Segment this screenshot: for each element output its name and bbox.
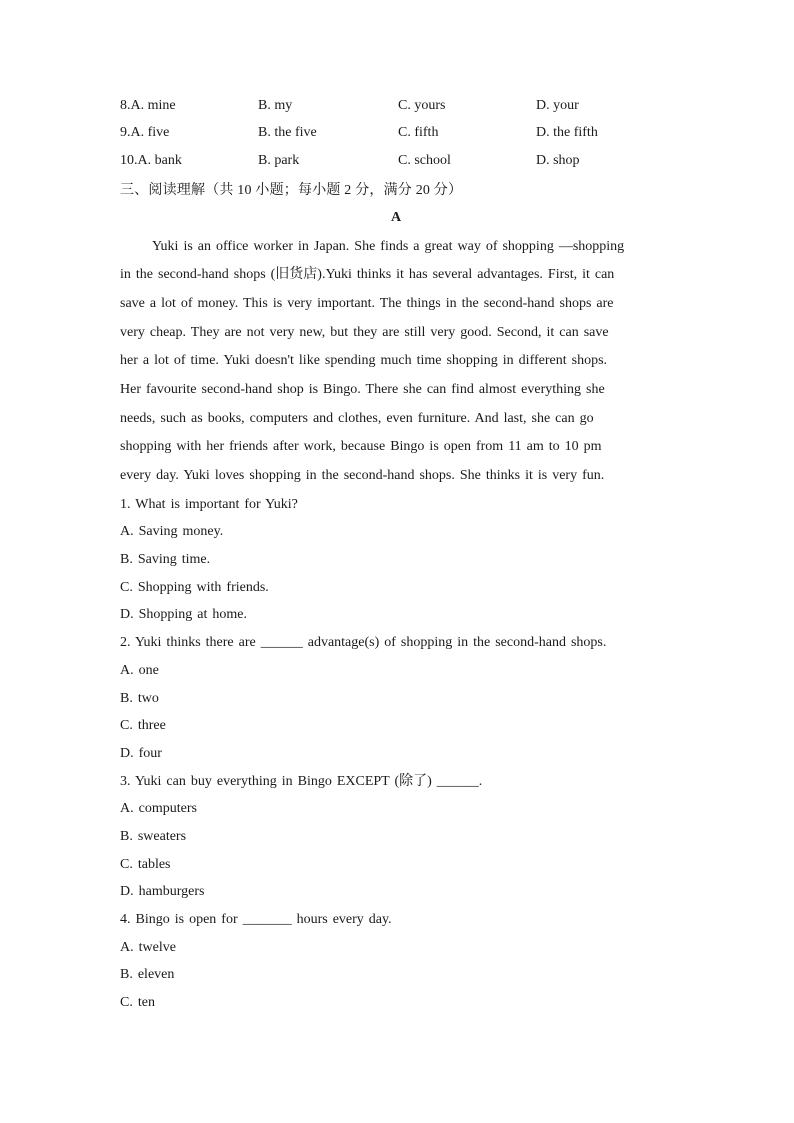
section-heading: 三、阅读理解（共 10 小题；每小题 2 分，满分 20 分） [120, 182, 463, 198]
question-number: 8. [120, 97, 131, 113]
answer-option-a: A. computers [120, 801, 197, 817]
question-1 [120, 491, 676, 629]
question-number: 10. [120, 152, 138, 168]
answer-option-a: A. Saving money. [120, 524, 224, 540]
cloze-options-block [120, 92, 676, 175]
option-9b: B. the five [258, 125, 317, 141]
answer-option-c: C. three [120, 718, 166, 734]
option-8b: B. my [258, 97, 293, 113]
question-4 [120, 906, 676, 1017]
passage-line: save a lot of money. This is very important. The things in the second-hand shops are [120, 295, 614, 311]
answer-option-c: C. Shopping with friends. [120, 579, 269, 595]
option-row-9 [120, 120, 676, 148]
question-stem: 1. What is important for Yuki? [120, 496, 298, 512]
option-text: A. bank [137, 152, 182, 168]
option-row-10 [120, 147, 676, 175]
passage-line: Her favourite second-hand shop is Bingo. There she can find almost everything she [120, 381, 605, 397]
question-3 [120, 768, 676, 906]
document-page [120, 92, 676, 1017]
answer-option-d: D. Shopping at home. [120, 607, 247, 623]
option-10a [120, 153, 258, 169]
answer-option-b: B. Saving time. [120, 552, 211, 568]
question-2 [120, 629, 676, 767]
answer-option-b: B. two [120, 690, 159, 706]
question-stem: 4. Bingo is open for _______ hours every day. [120, 912, 392, 927]
option-text: A. mine [130, 97, 176, 113]
passage-line: her a lot of time. Yuki doesn't like spending much time shopping in different shops. [120, 353, 608, 369]
question-number: 9. [120, 125, 131, 141]
answer-option-a: A. twelve [120, 939, 176, 955]
option-10b: B. park [258, 152, 300, 168]
passage-title: A [390, 209, 402, 225]
passage-line: in the second-hand shops (旧货店).Yuki thinks it has several advantages. First, it can [120, 267, 615, 283]
option-10c: C. school [398, 152, 451, 168]
answer-option-c: C. tables [120, 856, 171, 872]
answer-option-b: B. sweaters [120, 828, 187, 844]
option-9c: C. fifth [398, 125, 439, 141]
passage-line: Yuki is an office worker in Japan. She finds a great way of shopping —shopping [152, 238, 625, 254]
option-9d: D. the fifth [536, 125, 598, 141]
passage-line: needs, such as books, computers and clothes, even furniture. And last, she can go [120, 410, 594, 426]
option-text: A. five [130, 125, 170, 141]
option-9a [120, 125, 258, 141]
answer-option-a: A. one [120, 662, 159, 678]
question-stem: 3. Yuki can buy everything in Bingo EXCEPT (除了) ______. [120, 773, 483, 789]
option-row-8 [120, 92, 676, 120]
passage-body [120, 233, 676, 491]
option-8d: D. your [536, 97, 579, 113]
answer-option-b: B. eleven [120, 967, 175, 983]
answer-option-d: D. four [120, 745, 162, 761]
answer-option-c: C. ten [120, 995, 155, 1011]
passage-line: every day. Yuki loves shopping in the second-hand shops. She thinks it is very fun. [120, 468, 605, 483]
option-8a [120, 98, 258, 114]
option-10d: D. shop [536, 152, 580, 168]
passage-line: very cheap. They are not very new, but they are still very good. Second, it can save [120, 324, 609, 340]
answer-option-d: D. hamburgers [120, 884, 205, 900]
question-stem: 2. Yuki thinks there are ______ advantage(s) of shopping in the second-hand shops. [120, 635, 607, 651]
option-8c: C. yours [398, 97, 446, 113]
passage-line: shopping with her friends after work, because Bingo is open from 11 am to 10 pm [120, 439, 602, 455]
